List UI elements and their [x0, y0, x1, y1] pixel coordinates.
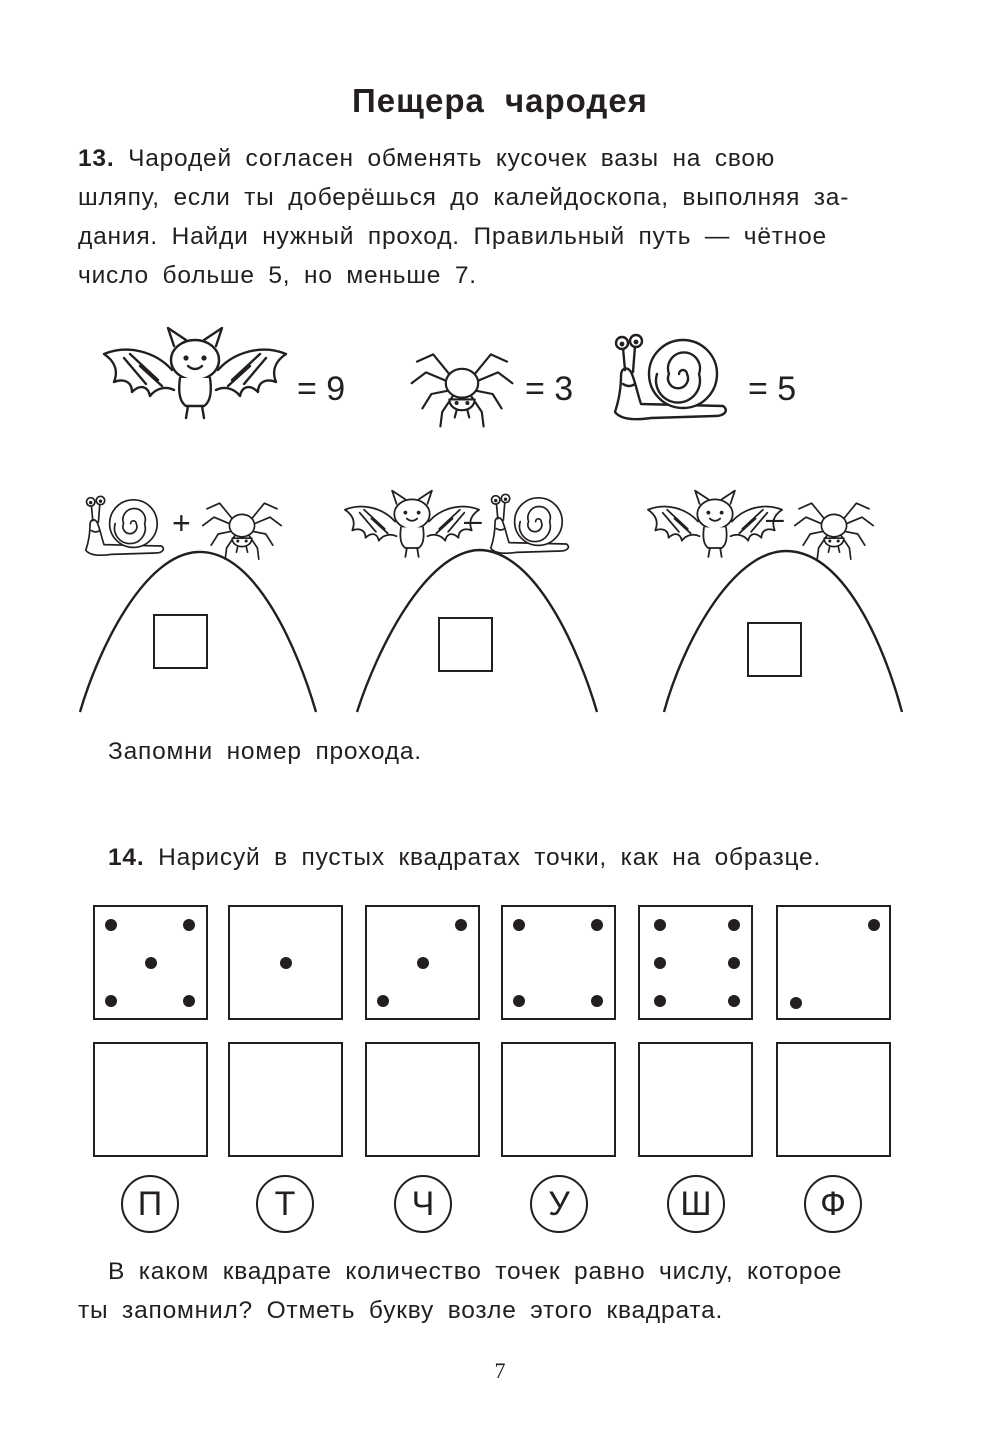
dot — [280, 957, 292, 969]
letter-choice[interactable]: Ш — [667, 1175, 725, 1233]
task-13-line: число больше 5, но меньше 7. — [78, 262, 477, 289]
dot — [455, 919, 467, 931]
snail-icon — [486, 488, 574, 558]
dot — [183, 995, 195, 1007]
sample-square — [93, 905, 208, 1020]
dot — [591, 995, 603, 1007]
task-14-number: 14. — [108, 844, 145, 871]
passage-answer-box[interactable] — [153, 614, 208, 669]
legend-spider-value: = 3 — [525, 370, 574, 408]
dot — [105, 995, 117, 1007]
dot — [183, 919, 195, 931]
snail-icon — [610, 326, 732, 426]
letter-choice[interactable]: Ч — [394, 1175, 452, 1233]
empty-square[interactable] — [776, 1042, 891, 1157]
sample-square — [501, 905, 616, 1020]
sample-square — [365, 905, 480, 1020]
empty-square[interactable] — [93, 1042, 208, 1157]
dot — [728, 919, 740, 931]
dot — [790, 997, 802, 1009]
task-13-text — [78, 139, 908, 295]
snail-icon — [80, 490, 170, 560]
page-number: 7 — [494, 1358, 506, 1383]
spider-icon — [402, 340, 522, 430]
dot — [105, 919, 117, 931]
empty-square[interactable] — [365, 1042, 480, 1157]
dot — [591, 919, 603, 931]
task-13-line: дания. Найди нужный проход. Правильный путь — чётное — [78, 223, 827, 250]
letter-choice[interactable]: Т — [256, 1175, 314, 1233]
sample-square — [228, 905, 343, 1020]
dot — [513, 919, 525, 931]
page-title: Пещера чародея — [352, 82, 648, 119]
task-13-number: 13. — [78, 145, 115, 172]
task-13-line: 13. Чародей согласен обменять кусочек вазы на свою — [78, 145, 776, 172]
passage-answer-box[interactable] — [438, 617, 493, 672]
dot — [654, 995, 666, 1007]
dot — [513, 995, 525, 1007]
dot — [145, 957, 157, 969]
letter-choice[interactable]: П — [121, 1175, 179, 1233]
sample-square — [776, 905, 891, 1020]
legend-bat-value: = 9 — [297, 370, 346, 408]
dot — [868, 919, 880, 931]
question-line: В каком квадрате количество точек равно числу, которое — [108, 1258, 843, 1285]
spider-icon — [194, 492, 290, 562]
dot — [654, 919, 666, 931]
dot — [417, 957, 429, 969]
remember-instruction: Запомни номер прохода. — [108, 738, 422, 765]
bat-icon — [645, 486, 785, 560]
letter-choice[interactable]: Ф — [804, 1175, 862, 1233]
dot — [654, 957, 666, 969]
task-14-question — [78, 1252, 908, 1330]
plus-operator: + — [172, 505, 191, 541]
passage-answer-box[interactable] — [747, 622, 802, 677]
dot — [377, 995, 389, 1007]
bat-icon — [100, 322, 290, 422]
empty-square[interactable] — [638, 1042, 753, 1157]
dot — [728, 957, 740, 969]
spider-icon — [786, 492, 882, 562]
empty-square[interactable] — [501, 1042, 616, 1157]
task-13-line: шляпу, если ты доберёшься до калейдоскопа, выполняя за- — [78, 184, 850, 211]
minus-operator: – — [766, 500, 784, 536]
minus-operator: – — [464, 502, 482, 538]
empty-square[interactable] — [228, 1042, 343, 1157]
legend-snail-value: = 5 — [748, 370, 797, 408]
dot — [728, 995, 740, 1007]
bat-icon — [342, 486, 482, 560]
sample-square — [638, 905, 753, 1020]
question-line: ты запомнил? Отметь букву возле этого квадрата. — [78, 1297, 724, 1324]
task-14-text: 14. Нарисуй в пустых квадратах точки, как на образце. — [108, 844, 822, 871]
letter-choice[interactable]: У — [530, 1175, 588, 1233]
